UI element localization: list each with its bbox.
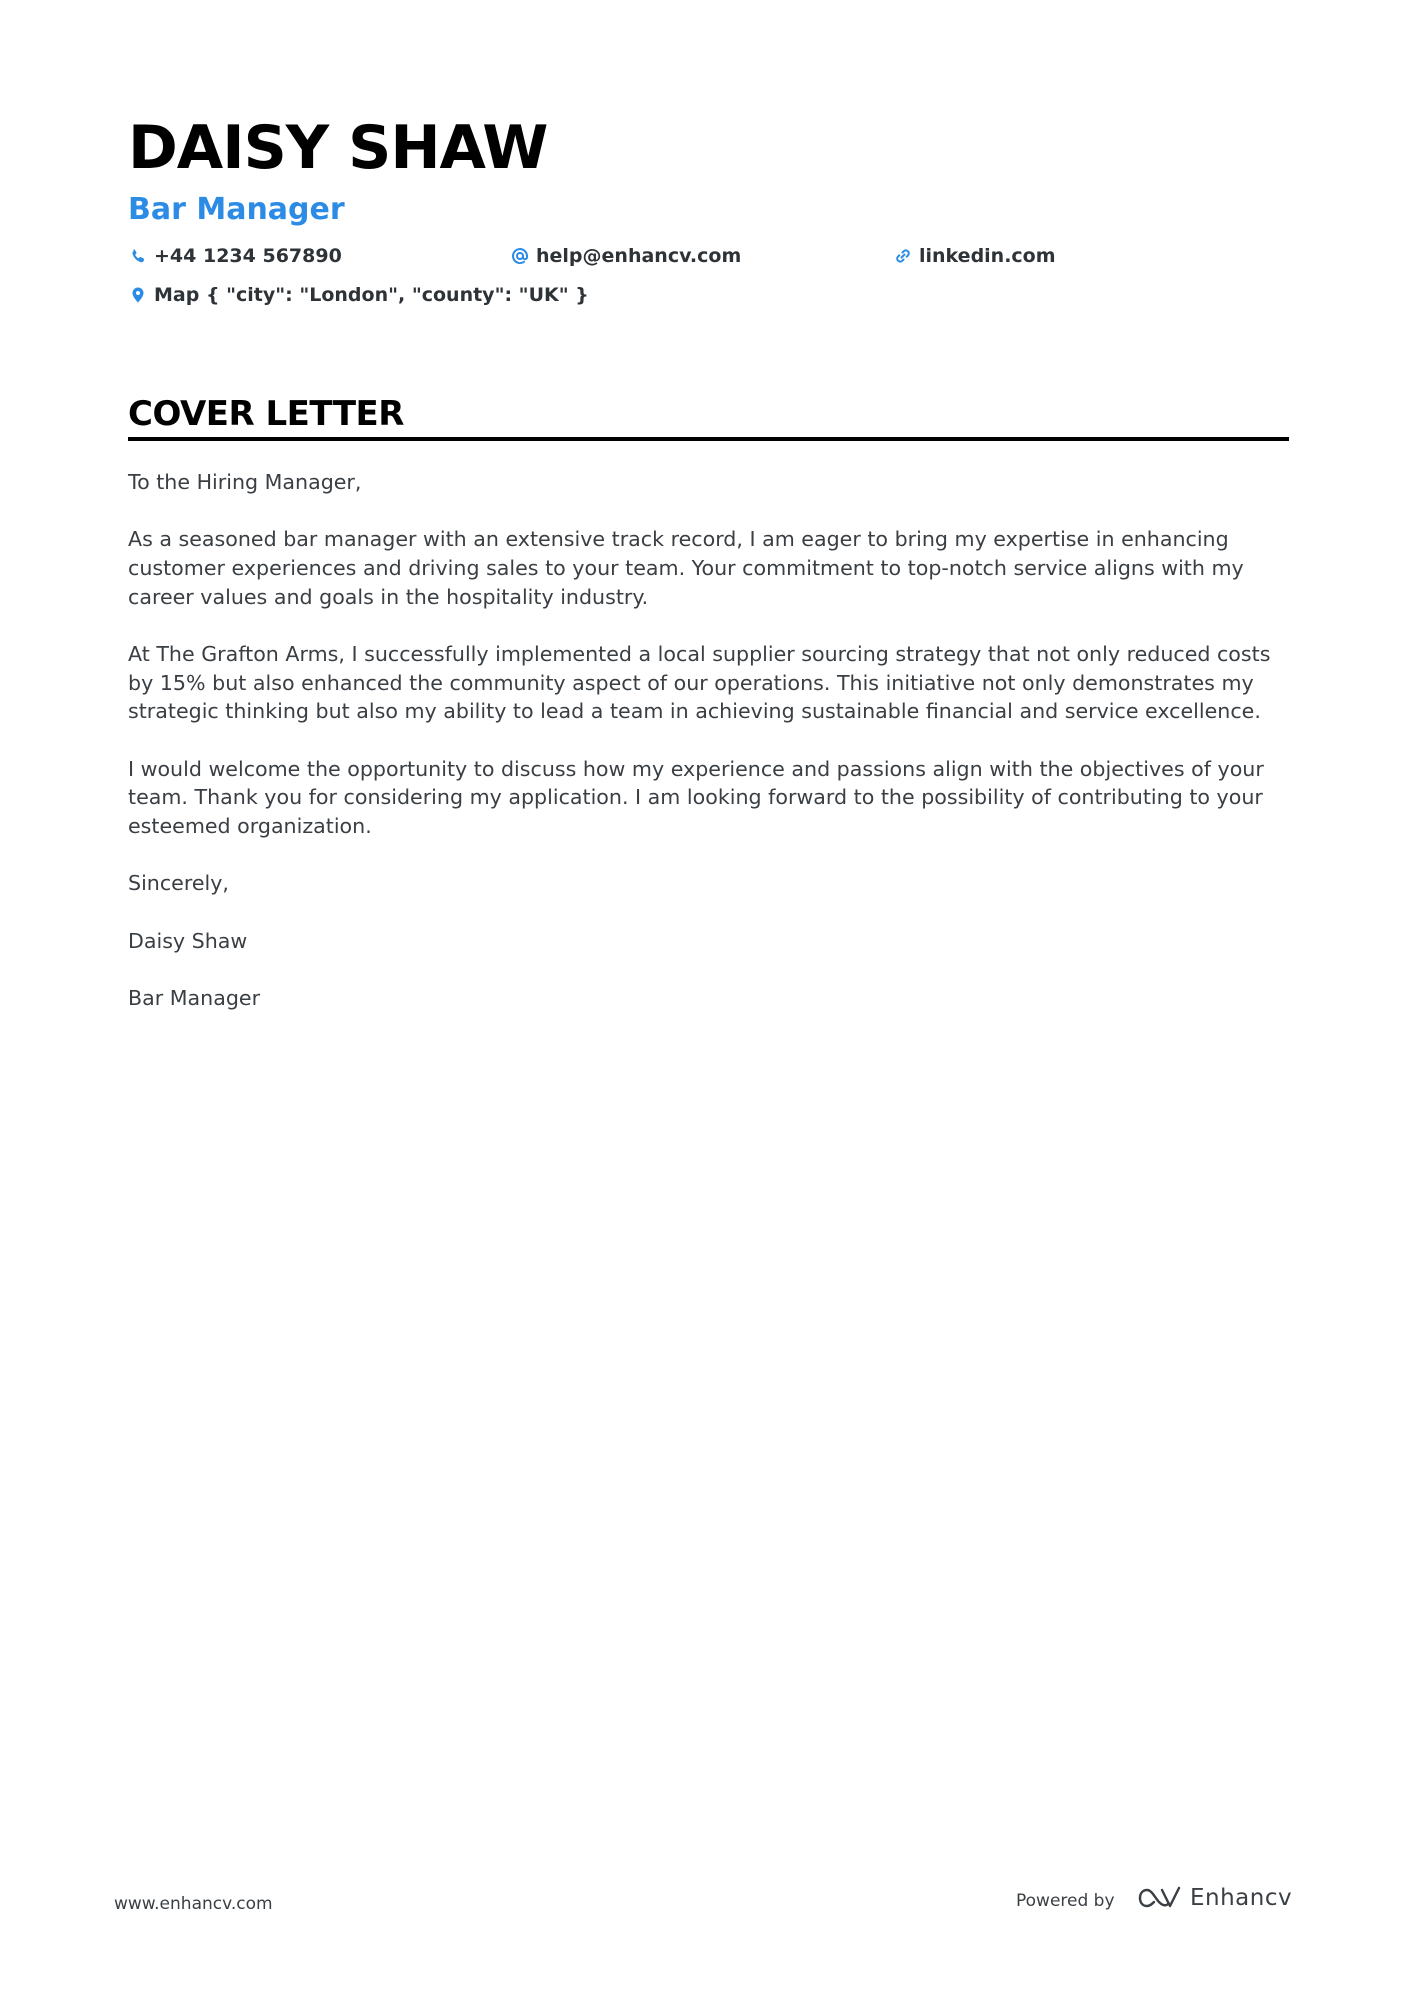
powered-by-label: Powered by bbox=[1016, 1891, 1115, 1911]
section-title: COVER LETTER bbox=[128, 394, 404, 434]
candidate-name: DAISY SHAW bbox=[128, 113, 548, 183]
signature-title: Bar Manager bbox=[128, 986, 261, 1010]
contact-link[interactable] bbox=[893, 242, 1056, 270]
letter-closing: Sincerely, bbox=[128, 871, 229, 896]
email-text: help@enhancv.com bbox=[536, 245, 742, 267]
brand-logo[interactable] bbox=[1136, 1884, 1292, 1912]
brand-name: Enhancv bbox=[1190, 1885, 1293, 1911]
location-text: Map { "city": "London", "county": "UK" } bbox=[154, 284, 589, 306]
link-icon bbox=[893, 246, 913, 266]
phone-text: +44 1234 567890 bbox=[154, 245, 342, 267]
at-icon bbox=[510, 246, 530, 266]
letter-greeting: To the Hiring Manager, bbox=[128, 470, 362, 494]
contact-email[interactable] bbox=[510, 242, 741, 270]
phone-icon bbox=[128, 246, 148, 266]
signature-name: Daisy Shaw bbox=[128, 928, 248, 953]
candidate-role: Bar Manager bbox=[128, 192, 345, 227]
contact-phone[interactable] bbox=[128, 242, 342, 270]
letter-paragraph-2: At The Grafton Arms, I successfully implemented a local supplier sourcing strategy that not only reduced costs by 15% but also enhanced the community aspect of our operations. This initiative not only demonstrates my strategic thinking but also my ability to lead a team in achieving sustainable financial and service excellence. bbox=[128, 642, 1271, 724]
letter-paragraph-1: As a seasoned bar manager with an extensive track record, I am eager to bring my expertise in enhancing customer experiences and driving sales to your team. Your commitment to top-notch service aligns with my career values and goals in the hospitality industry. bbox=[128, 527, 1244, 609]
letter-paragraph-3: I would welcome the opportunity to discuss how my experience and passions align with the objectives of your team. Thank you for considering my application. I am looking forward to the possibility of contributing to your esteemed organization. bbox=[128, 756, 1264, 839]
footer-url[interactable]: www.enhancv.com bbox=[114, 1894, 273, 1914]
section-divider bbox=[128, 437, 1289, 441]
contact-location bbox=[128, 281, 589, 309]
link-text: linkedin.com bbox=[919, 245, 1056, 267]
letter-body bbox=[128, 468, 1289, 1041]
enhancv-logo-icon bbox=[1136, 1884, 1182, 1912]
location-pin-icon bbox=[128, 285, 148, 305]
